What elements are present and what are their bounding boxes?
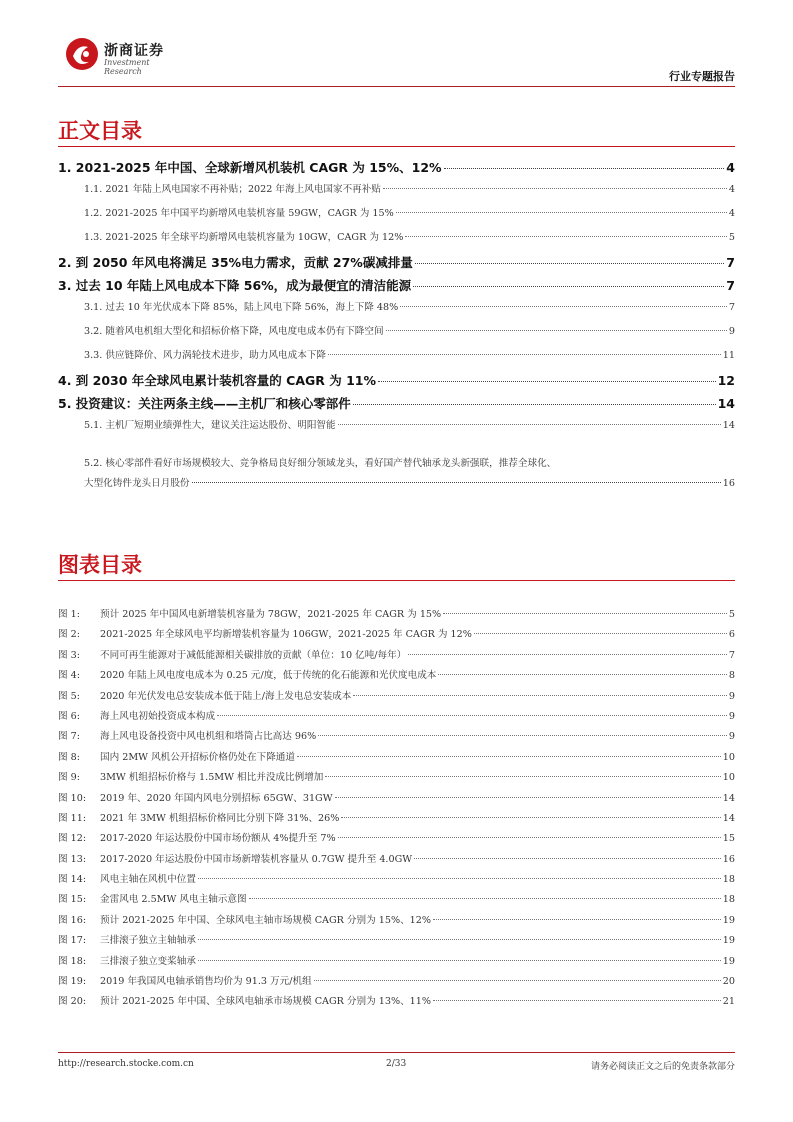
figure-label: 图 13: (58, 853, 87, 865)
toc-entry[interactable] (58, 394, 735, 417)
entry-page: 7 (728, 302, 735, 313)
dot-leader (405, 236, 727, 237)
toc-entry-text-line2: 大型化铸件龙头日月股份 (84, 478, 190, 489)
dot-leader (408, 654, 727, 655)
entry-page: 8 (728, 670, 735, 682)
toc-entry[interactable] (58, 229, 735, 253)
header-divider (58, 86, 735, 87)
entry-page: 14 (722, 812, 735, 824)
entry-text: 3.2. 随着风电机组大型化和招标价格下降，风电度电成本仍有下降空间 (84, 326, 384, 337)
footer-divider (58, 1052, 735, 1053)
dot-leader (198, 960, 721, 961)
entry-page: 20 (722, 976, 735, 988)
entry-text: 海上风电设备投资中风电机组和塔筒占比高达 96% (100, 731, 317, 743)
entry-text: 3.1. 过去 10 年光伏成本下降 85%，陆上风电下降 56%，海上下降 48% (84, 302, 399, 313)
entry-page: 7 (726, 278, 735, 293)
figure-label: 图 4: (58, 670, 80, 682)
entry-page: 4 (728, 184, 735, 195)
entry-page: 7 (728, 649, 735, 661)
figure-label: 图 20: (58, 996, 87, 1008)
dot-leader (314, 980, 721, 981)
dot-leader (325, 776, 720, 777)
toc-entry[interactable] (58, 205, 735, 229)
dot-leader (378, 381, 716, 382)
figure-entry[interactable] (58, 830, 735, 850)
toc-title: 正文目录 (58, 119, 142, 143)
entry-page: 18 (722, 874, 735, 886)
entry-text: 3MW 机组招标价格与 1.5MW 相比并没成比例增加 (100, 772, 324, 784)
entry-page: 9 (728, 710, 735, 722)
dot-leader (297, 756, 721, 757)
dot-leader (249, 898, 721, 899)
figure-list (58, 606, 735, 1014)
logo-chinese-name: 浙商证券 (104, 43, 164, 59)
entry-text: 金雷风电 2.5MW 风电主轴示意图 (100, 894, 247, 906)
figure-entry[interactable] (58, 667, 735, 687)
entry-text: 2019 年、2020 年国内风电分别招标 65GW、31GW (100, 792, 333, 804)
entry-page: 16 (722, 853, 735, 865)
toc-entry[interactable] (58, 323, 735, 347)
entry-page: 10 (722, 751, 735, 763)
entry-page: 18 (722, 894, 735, 906)
dot-leader (217, 715, 727, 716)
entry-text: 预计 2021-2025 年中国、全球风电主轴市场规模 CAGR 分别为 15%、12% (100, 914, 431, 926)
entry-page: 6 (728, 629, 735, 641)
figure-entry[interactable] (58, 728, 735, 748)
figure-label: 图 11: (58, 812, 87, 824)
entry-text: 2020 年陆上风电度电成本为 0.25 元/度，低于传统的化石能源和光伏度电成本 (100, 670, 437, 682)
figure-entry[interactable] (58, 790, 735, 810)
figure-entry[interactable] (58, 749, 735, 769)
entry-page: 14 (717, 396, 735, 411)
entry-page: 19 (722, 914, 735, 926)
dot-leader (198, 939, 721, 940)
figure-entry[interactable] (58, 993, 735, 1013)
logo-mark-icon (64, 36, 100, 72)
figure-label: 图 8: (58, 751, 80, 763)
figure-entry[interactable] (58, 606, 735, 626)
entry-page: 15 (722, 833, 735, 845)
figure-label: 图 6: (58, 710, 80, 722)
entry-text: 1.1. 2021 年陆上风电国家不再补贴；2022 年海上风电国家不再补贴 (84, 184, 381, 195)
entry-page: 5 (728, 232, 735, 243)
toc-entry-page: 16 (722, 478, 735, 489)
figure-entry[interactable] (58, 912, 735, 932)
entry-text: 1.2. 2021-2025 年中国平均新增风电装机容量 59GW，CAGR 为 15% (84, 208, 394, 219)
dot-leader (318, 735, 727, 736)
entry-page: 9 (728, 731, 735, 743)
entry-text: 1.3. 2021-2025 年全球平均新增风电装机容量为 10GW，CAGR 为 12% (84, 232, 404, 243)
figures-title-divider (58, 580, 735, 581)
entry-text: 2021 年 3MW 机组招标价格同比分别下降 31%、26% (100, 812, 340, 824)
figure-label: 图 5: (58, 690, 80, 702)
entry-text: 4. 到 2030 年全球风电累计装机容量的 CAGR 为 11% (58, 373, 376, 388)
page-number: 2/33 (386, 1059, 407, 1069)
figure-entry[interactable] (58, 871, 735, 891)
entry-page: 9 (728, 326, 735, 337)
figure-entry[interactable] (58, 769, 735, 789)
figure-label: 图 18: (58, 955, 87, 967)
logo-english-name: Investment Research (104, 58, 150, 76)
entry-page: 5 (728, 609, 735, 620)
toc-entry[interactable] (58, 276, 735, 299)
entry-text: 3.3. 供应链降价、风力涡轮技术进步，助力风电成本下降 (84, 350, 327, 361)
entry-text: 3. 过去 10 年陆上风电成本下降 56%，成为最便宜的清洁能源 (58, 278, 412, 293)
entry-page: 12 (717, 373, 735, 388)
toc-entry[interactable] (58, 347, 735, 371)
entry-text: 2020 年光伏发电总安装成本低于陆上/海上发电总安装成本 (100, 690, 352, 702)
dot-leader (198, 878, 721, 879)
dot-leader (433, 919, 721, 920)
dot-leader (341, 817, 720, 818)
toc-entry[interactable] (58, 253, 735, 276)
toc-wrapped-entry[interactable] (58, 454, 735, 494)
entry-page: 4 (728, 208, 735, 219)
entry-text: 5.1. 主机厂短期业绩弹性大，建议关注运达股份、明阳智能 (84, 420, 336, 431)
entry-page: 7 (726, 255, 735, 270)
figure-label: 图 3: (58, 649, 80, 661)
figure-label: 图 7: (58, 731, 80, 743)
dot-leader (413, 286, 724, 287)
entry-text: 海上风电初始投资成本构成 (100, 710, 216, 722)
entry-page: 9 (728, 690, 735, 702)
figure-entry[interactable] (58, 851, 735, 871)
entry-text: 预计 2025 年中国风电新增装机容量为 78GW，2021-2025 年 CAGR 为 15% (100, 609, 442, 620)
entry-page: 11 (722, 350, 735, 361)
dot-leader (338, 424, 721, 425)
dot-leader (444, 168, 725, 169)
figure-entry[interactable] (58, 688, 735, 708)
figure-entry[interactable] (58, 647, 735, 667)
entry-page: 21 (722, 996, 735, 1008)
entry-page: 4 (726, 160, 735, 175)
toc-entry[interactable] (58, 417, 735, 441)
entry-text: 2017-2020 年运达股份中国市场新增装机容量从 0.7GW 提升至 4.0GW (100, 853, 413, 865)
figure-entry[interactable] (58, 953, 735, 973)
entry-text: 国内 2MW 风机公开招标价格仍处在下降通道 (100, 751, 295, 763)
figure-label: 图 17: (58, 935, 87, 947)
dot-leader (335, 797, 721, 798)
figure-entry[interactable] (58, 891, 735, 911)
entry-page: 19 (722, 955, 735, 967)
figure-label: 图 16: (58, 914, 87, 926)
entry-text: 风电主轴在风机中位置 (100, 874, 196, 886)
dot-leader (328, 354, 721, 355)
entry-page: 14 (722, 420, 735, 431)
dot-leader (474, 633, 727, 634)
figure-label: 图 19: (58, 976, 87, 988)
entry-text: 5. 投资建议：关注两条主线——主机厂和核心零部件 (58, 396, 351, 411)
dot-leader (338, 837, 721, 838)
entry-text: 2. 到 2050 年风电将满足 35%电力需求，贡献 27%碳减排量 (58, 255, 413, 270)
figure-entry[interactable] (58, 626, 735, 646)
dot-leader (443, 613, 727, 614)
toc-list (58, 158, 735, 441)
entry-text: 三排滚子独立主轴轴承 (100, 935, 196, 947)
dot-leader (386, 330, 727, 331)
figure-entry[interactable] (58, 810, 735, 830)
figure-label: 图 1: (58, 609, 80, 620)
entry-page: 10 (722, 772, 735, 784)
entry-text: 2021-2025 年全球风电平均新增装机容量为 106GW，2021-2025 年 CAGR 为 12% (100, 629, 472, 641)
entry-page: 19 (722, 935, 735, 947)
entry-text: 预计 2021-2025 年中国、全球风电轴承市场规模 CAGR 分别为 13%、11% (100, 996, 431, 1008)
figure-label: 图 10: (58, 792, 87, 804)
entry-text: 1. 2021-2025 年中国、全球新增风机装机 CAGR 为 15%、12% (58, 160, 442, 175)
dot-leader (383, 188, 727, 189)
dot-leader (415, 263, 724, 264)
figures-title: 图表目录 (58, 553, 142, 577)
dot-leader (433, 1000, 721, 1001)
figure-entry[interactable] (58, 708, 735, 728)
dot-leader (400, 306, 727, 307)
toc-entry[interactable] (58, 158, 735, 181)
entry-text: 不同可再生能源对于减低能源相关碳排放的贡献（单位：10 亿吨/每年） (100, 649, 407, 661)
entry-text: 2017-2020 年运达股份中国市场份额从 4%提升至 7% (100, 833, 336, 845)
toc-entry[interactable] (58, 181, 735, 205)
dot-leader (353, 695, 727, 696)
entry-text: 三排滚子独立变桨轴承 (100, 955, 196, 967)
dot-leader (438, 674, 727, 675)
dot-leader (414, 858, 721, 859)
toc-title-divider (58, 146, 735, 147)
toc-entry[interactable] (58, 371, 735, 394)
entry-text: 2019 年我国风电轴承销售均价为 91.3 万元/机组 (100, 976, 312, 988)
entry-page: 14 (722, 792, 735, 804)
dot-leader (192, 482, 721, 483)
toc-entry-text-line1: 5.2. 核心零部件看好市场规模较大、竞争格局良好细分领域龙头，看好国产替代轴承龙头新强联，推荐全球化、 (84, 458, 557, 469)
figure-label: 图 12: (58, 833, 87, 845)
footer-url[interactable]: http://research.stocke.com.cn (58, 1059, 194, 1069)
figure-label: 图 14: (58, 874, 87, 886)
company-logo (64, 36, 174, 76)
figure-label: 图 9: (58, 772, 80, 784)
report-type-label: 行业专题报告 (669, 70, 735, 83)
toc-entry[interactable] (58, 299, 735, 323)
figure-entry[interactable] (58, 932, 735, 952)
figure-label: 图 15: (58, 894, 87, 906)
figure-label: 图 2: (58, 629, 80, 641)
dot-leader (353, 404, 716, 405)
footer-disclaimer: 请务必阅读正文之后的免责条款部分 (590, 1062, 735, 1072)
figure-entry[interactable] (58, 973, 735, 993)
dot-leader (396, 212, 727, 213)
